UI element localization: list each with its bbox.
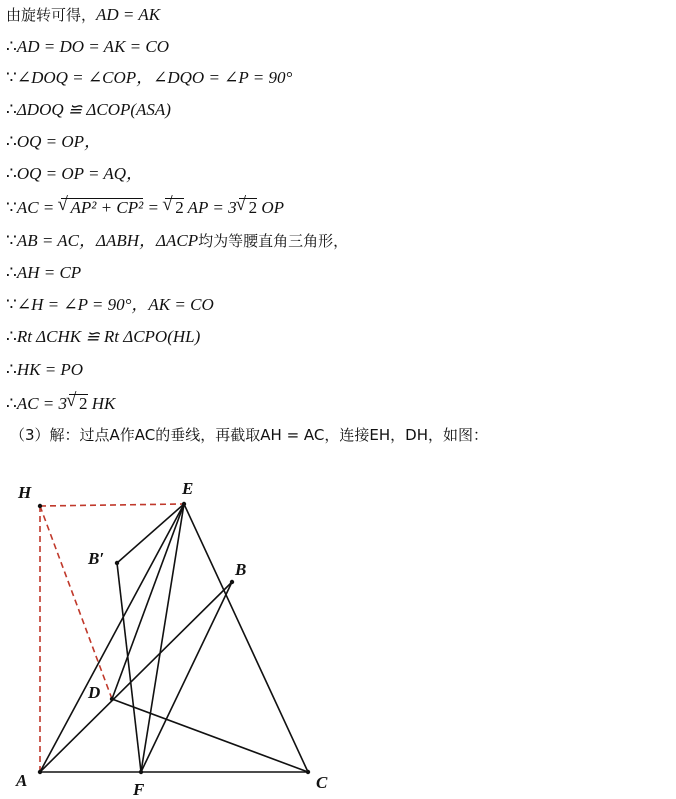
line-4: ∴ΔDOQ ≌ ΔCOP(ASA): [6, 100, 171, 119]
line-7: ∵AC = √ AP² + CP² = √ 2 AP = 3√ 2 OP: [6, 197, 284, 219]
line-9: ∴AH = CP: [6, 263, 82, 282]
point-A: [38, 770, 42, 774]
line-3: ∵∠DOQ = ∠COP，∠DQO = ∠P = 90°: [6, 68, 293, 87]
label-H: H: [18, 483, 32, 502]
line-8: ∵AB = AC，ΔABH，ΔACP均为等腰直角三角形，: [6, 231, 349, 250]
label-C: C: [316, 773, 328, 792]
part-3-statement: （3）解：过点A作AC的垂线，再截取AH = AC，连接EH，DH，如图：: [10, 426, 488, 444]
radical-3: √ 2: [239, 198, 258, 217]
segment-DE: [112, 504, 184, 699]
label-A: A: [16, 771, 28, 790]
point-C: [306, 770, 310, 774]
point-B-prime: [115, 561, 119, 565]
radical-4: √ 2: [69, 394, 88, 413]
label-B: B: [235, 560, 247, 579]
radical-2: √ 2: [165, 198, 184, 217]
segment-HD: [40, 506, 112, 699]
line-12: ∴HK = PO: [6, 360, 84, 379]
label-E: E: [182, 479, 194, 498]
point-F: [139, 770, 143, 774]
point-D: [110, 697, 114, 701]
line-2: ∴AD = DO = AK = CO: [6, 37, 169, 56]
label-F: F: [133, 780, 145, 799]
segment-BF: [141, 582, 232, 772]
label-B-prime: B′: [88, 549, 105, 568]
line-6: ∴OQ = OP = AQ，: [6, 164, 144, 183]
point-E: [182, 502, 186, 506]
radical-1: √ AP² + CP²: [61, 198, 144, 217]
line-11: ∴Rt ΔCHK ≌ Rt ΔCPO(HL): [6, 327, 201, 346]
geometry-figure: [0, 470, 676, 799]
line-10: ∵∠H = ∠P = 90°，AK = CO: [6, 295, 214, 314]
label-D: D: [88, 683, 101, 702]
segment-HE: [40, 504, 184, 506]
line-1: 由旋转可得，AD = AK: [6, 5, 161, 24]
point-B: [230, 580, 234, 584]
segment-B'F: [117, 563, 141, 772]
line-5: ∴OQ = OP，: [6, 132, 102, 151]
segment-AB: [40, 582, 232, 772]
point-H: [38, 504, 42, 508]
segment-EC: [184, 504, 308, 772]
line-13: ∴AC = 3√ 2 HK: [6, 393, 115, 415]
